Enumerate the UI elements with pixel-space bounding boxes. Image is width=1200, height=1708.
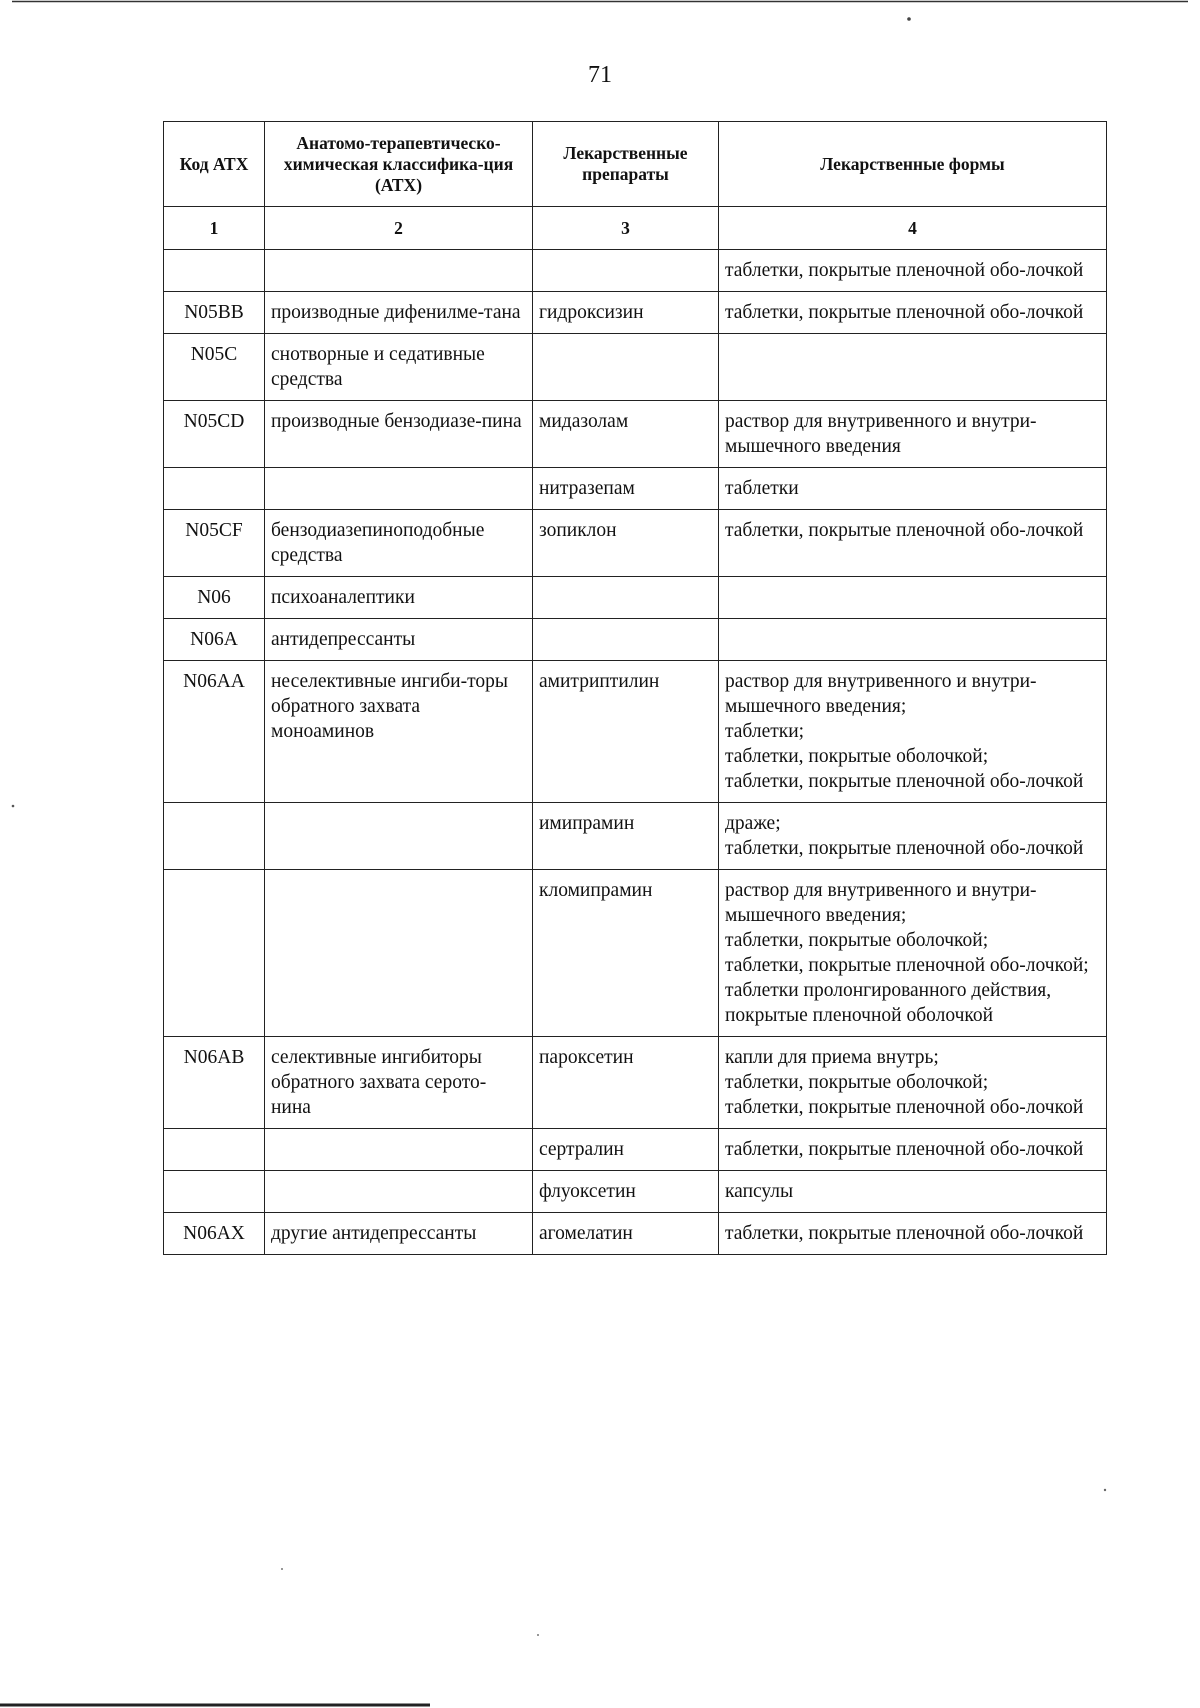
atx-code-cell: N05CD (164, 401, 265, 468)
drug-cell: пароксетин (533, 1037, 719, 1129)
atx-table (163, 121, 1107, 1255)
classification-cell: производные дифенилме-тана (265, 292, 533, 334)
atx-code-cell (164, 1171, 265, 1213)
atx-code-cell: N05CF (164, 510, 265, 577)
table-row (164, 1037, 1107, 1129)
table-row (164, 1129, 1107, 1171)
form-line: капсулы (725, 1181, 794, 1202)
forms-cell (719, 661, 1107, 803)
classification-cell (265, 870, 533, 1037)
drug-cell: мидазолам (533, 401, 719, 468)
atx-code-cell (164, 468, 265, 510)
table-body (164, 250, 1107, 1255)
atx-code-cell: N05BB (164, 292, 265, 334)
atx-code-cell: N05C (164, 334, 265, 401)
table-row (164, 661, 1107, 803)
column-number: 2 (265, 207, 533, 250)
scan-speck (281, 1568, 283, 1570)
classification-cell: неселективные ингиби-торы обратного захвата моноаминов (265, 661, 533, 803)
drug-cell: флуоксетин (533, 1171, 719, 1213)
atx-code-cell: N06 (164, 577, 265, 619)
classification-cell: снотворные и седативные средства (265, 334, 533, 401)
forms-cell (719, 870, 1107, 1037)
table-row (164, 1213, 1107, 1255)
header-forms: Лекарственные формы (719, 122, 1107, 207)
classification-cell (265, 250, 533, 292)
forms-cell (719, 334, 1107, 401)
table-row (164, 619, 1107, 661)
form-line: капли для приема внутрь; (725, 1047, 939, 1068)
table-row (164, 577, 1107, 619)
form-line: раствор для внутривенного и внутри-мышечного введения; (725, 671, 1037, 717)
column-number: 1 (164, 207, 265, 250)
table-row (164, 468, 1107, 510)
form-line: таблетки, покрытые оболочкой; (725, 930, 989, 951)
header-drugs: Лекарственные препараты (533, 122, 719, 207)
atx-code-cell (164, 1129, 265, 1171)
table-row (164, 510, 1107, 577)
column-number: 4 (719, 207, 1107, 250)
forms-cell (719, 292, 1107, 334)
classification-cell: селективные ингибиторы обратного захвата серото-нина (265, 1037, 533, 1129)
classification-cell (265, 803, 533, 870)
drug-cell (533, 619, 719, 661)
page-number: 71 (588, 62, 612, 88)
forms-cell (719, 250, 1107, 292)
form-line: раствор для внутривенного и внутри-мышечного введения; (725, 880, 1037, 926)
atx-code-cell (164, 870, 265, 1037)
classification-cell: антидепрессанты (265, 619, 533, 661)
drug-cell: нитразепам (533, 468, 719, 510)
form-line: таблетки, покрытые пленочной обо-лочкой (725, 838, 1084, 859)
drug-cell: кломипрамин (533, 870, 719, 1037)
table-row (164, 292, 1107, 334)
form-line: таблетки, покрытые пленочной обо-лочкой (725, 520, 1084, 541)
table-row (164, 1171, 1107, 1213)
atx-code-cell (164, 250, 265, 292)
form-line: таблетки пролонгированного действия, покрытые пленочной оболочкой (725, 980, 1052, 1026)
form-line: таблетки, покрытые пленочной обо-лочкой (725, 1139, 1084, 1160)
header-row (164, 122, 1107, 207)
drug-cell: гидроксизин (533, 292, 719, 334)
atx-code-cell: N06AA (164, 661, 265, 803)
classification-cell (265, 468, 533, 510)
column-number: 3 (533, 207, 719, 250)
form-line: таблетки, покрытые пленочной обо-лочкой (725, 1097, 1084, 1118)
classification-cell: бензодиазепиноподобные средства (265, 510, 533, 577)
forms-cell (719, 803, 1107, 870)
forms-cell (719, 619, 1107, 661)
form-line: таблетки; (725, 721, 805, 742)
forms-cell (719, 468, 1107, 510)
header-classification: Анатомо-терапевтическо-химическая классифика-ция (АТХ) (265, 122, 533, 207)
drug-cell: зопиклон (533, 510, 719, 577)
form-line: таблетки, покрытые оболочкой; (725, 746, 989, 767)
drug-cell: агомелатин (533, 1213, 719, 1255)
table-row (164, 803, 1107, 870)
forms-cell (719, 1171, 1107, 1213)
form-line: таблетки, покрытые пленочной обо-лочкой (725, 302, 1084, 323)
atx-code-cell: N06AB (164, 1037, 265, 1129)
form-line: таблетки, покрытые оболочкой; (725, 1072, 989, 1093)
atx-code-cell (164, 803, 265, 870)
atx-code-cell: N06A (164, 619, 265, 661)
classification-cell: психоаналептики (265, 577, 533, 619)
table-row (164, 250, 1107, 292)
forms-cell (719, 577, 1107, 619)
form-line: таблетки, покрытые пленочной обо-лочкой (725, 771, 1084, 792)
form-line: таблетки, покрытые пленочной обо-лочкой (725, 260, 1084, 281)
table-row (164, 870, 1107, 1037)
scan-speck (12, 805, 15, 808)
forms-cell (719, 1037, 1107, 1129)
table-row (164, 401, 1107, 468)
scan-speck (537, 1634, 539, 1636)
table-header (164, 122, 1107, 250)
forms-cell (719, 510, 1107, 577)
form-line: раствор для внутривенного и внутри-мышечного введения (725, 411, 1037, 457)
classification-cell (265, 1129, 533, 1171)
atx-code-cell: N06AX (164, 1213, 265, 1255)
forms-cell (719, 401, 1107, 468)
drug-cell (533, 577, 719, 619)
forms-cell (719, 1129, 1107, 1171)
classification-cell: другие антидепрессанты (265, 1213, 533, 1255)
form-line: таблетки (725, 478, 799, 499)
classification-cell: производные бензодиазе-пина (265, 401, 533, 468)
drug-cell: сертралин (533, 1129, 719, 1171)
scan-speck (907, 17, 911, 21)
column-number-row (164, 207, 1107, 250)
drug-cell: амитриптилин (533, 661, 719, 803)
form-line: драже; (725, 813, 781, 834)
drug-cell: имипрамин (533, 803, 719, 870)
form-line: таблетки, покрытые пленочной обо-лочкой; (725, 955, 1089, 976)
form-line: таблетки, покрытые пленочной обо-лочкой (725, 1223, 1084, 1244)
header-code: Код АТХ (164, 122, 265, 207)
forms-cell (719, 1213, 1107, 1255)
table-row (164, 334, 1107, 401)
drug-cell (533, 334, 719, 401)
scan-speck (1104, 1489, 1106, 1491)
classification-cell (265, 1171, 533, 1213)
drug-cell (533, 250, 719, 292)
